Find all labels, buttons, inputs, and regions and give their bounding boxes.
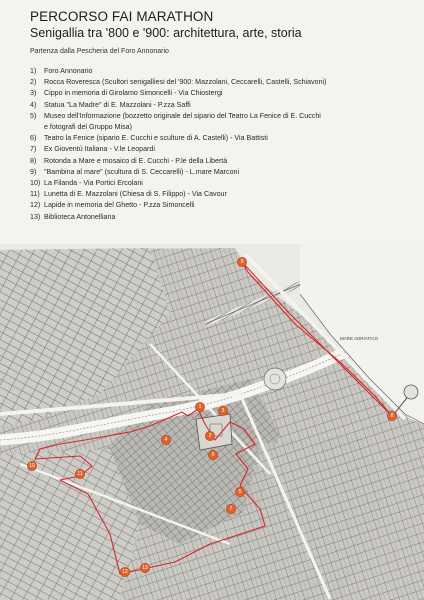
stop-number: 7): [30, 145, 37, 154]
marker-label: 4: [164, 437, 168, 444]
stop-number: 6): [30, 134, 37, 143]
stop-text: Lapide in memoria del Ghetto - P.zza Simoncelli: [44, 201, 195, 210]
stop-text: Teatro la Fenice (sipario E. Cucchi e sculture di A. Castelli) - Via Battisti: [44, 134, 268, 143]
stop-number: 8): [30, 156, 37, 165]
route-marker: [387, 411, 396, 420]
sea-label: MARE ADRIATICO: [340, 336, 379, 341]
stop-number: 5): [30, 111, 37, 120]
stop-number: 4): [30, 100, 37, 109]
stop-item: [30, 156, 326, 167]
route-marker: [161, 435, 170, 444]
stop-number: 12): [30, 201, 41, 210]
route-marker: [120, 567, 129, 576]
marker-label: 10: [29, 463, 35, 470]
stop-number: 3): [30, 89, 37, 98]
marker-label: 1: [198, 404, 202, 411]
stop-text: Biblioteca Antonelliana: [44, 212, 116, 221]
route-marker: [27, 461, 36, 470]
stop-text: La Filanda - Via Portici Ercolani: [44, 179, 143, 188]
stop-item: [30, 189, 326, 200]
marker-label: 5: [238, 489, 242, 496]
stop-number: 13): [30, 212, 41, 221]
route-marker: [237, 257, 246, 266]
stops-list: [30, 66, 326, 223]
stop-number: 9): [30, 167, 37, 176]
stop-number: 2): [30, 78, 37, 87]
stop-number: 11): [30, 190, 40, 199]
stop-text: Museo dell'Informazione (bozzetto originale del sipario del Teatro La Fenice di E. Cucchi: [44, 111, 321, 120]
route-marker: [195, 402, 204, 411]
marker-label: 8: [390, 413, 394, 420]
start-note: Partenza dalla Pescheria del Foro Annonario: [30, 48, 169, 55]
stop-item: [30, 88, 326, 99]
page-subtitle: Senigallia tra '800 e '900: architettura, arte, storia: [30, 26, 302, 40]
marker-label: 6: [211, 452, 215, 459]
stop-item: [30, 144, 326, 155]
marker-label: 7: [229, 506, 233, 513]
route-marker: [140, 563, 149, 572]
route-marker: [235, 487, 244, 496]
stop-text: Rocca Roveresca (Scultori senigalliesi del '900: Mazzolani, Ceccarelli, Castelli, Schiavoni): [44, 78, 327, 87]
marker-label: 2: [208, 433, 212, 440]
stop-item: [30, 200, 326, 211]
stop-text: "Bambina al mare" (scultura di S. Ceccarelli) - L.mare Marconi: [44, 167, 240, 176]
stop-number: 1): [30, 67, 37, 75]
stop-number: 10): [30, 179, 41, 188]
stop-text: Statua "La Madre" di E. Mazzolani - P.zza Saffi: [44, 100, 191, 109]
marker-label: 13: [142, 565, 148, 572]
stop-item: [30, 212, 326, 223]
marker-label: 11: [77, 471, 83, 478]
marker-label: 9: [240, 259, 244, 266]
route-marker: [226, 504, 235, 513]
marker-label: 12: [122, 569, 128, 576]
city-map: [0, 244, 424, 600]
stop-item: [30, 167, 326, 178]
stop-text: Cippo in memoria di Girolamo Simoncelli - Via Chiostergi: [44, 89, 223, 98]
stop-text: Lunetta di E. Mazzolani (Chiesa di S. Filippo) - Via Cavour: [44, 190, 227, 199]
route-marker: [75, 469, 84, 478]
stop-item: [30, 133, 326, 144]
stop-text: Ex Gioventù Italiana - V.le Leopardi: [44, 145, 155, 154]
stop-item: [30, 77, 326, 88]
marker-label: 3: [221, 408, 225, 415]
stop-item: [30, 66, 326, 77]
route-marker: [218, 406, 227, 415]
stop-item: [30, 100, 326, 111]
stop-item: [30, 178, 326, 189]
route-marker: [205, 431, 214, 440]
stop-text: Rotonda a Mare e mosaico di E. Cucchi - P.le della Libertà: [44, 156, 228, 165]
page-title: PERCORSO FAI MARATHON: [30, 9, 214, 24]
stop-text-continued: e fotografi del Gruppo Misa): [44, 123, 132, 132]
stop-item: [30, 111, 326, 133]
stop-text: Foro Annonario: [44, 67, 93, 75]
route-marker: [208, 450, 217, 459]
